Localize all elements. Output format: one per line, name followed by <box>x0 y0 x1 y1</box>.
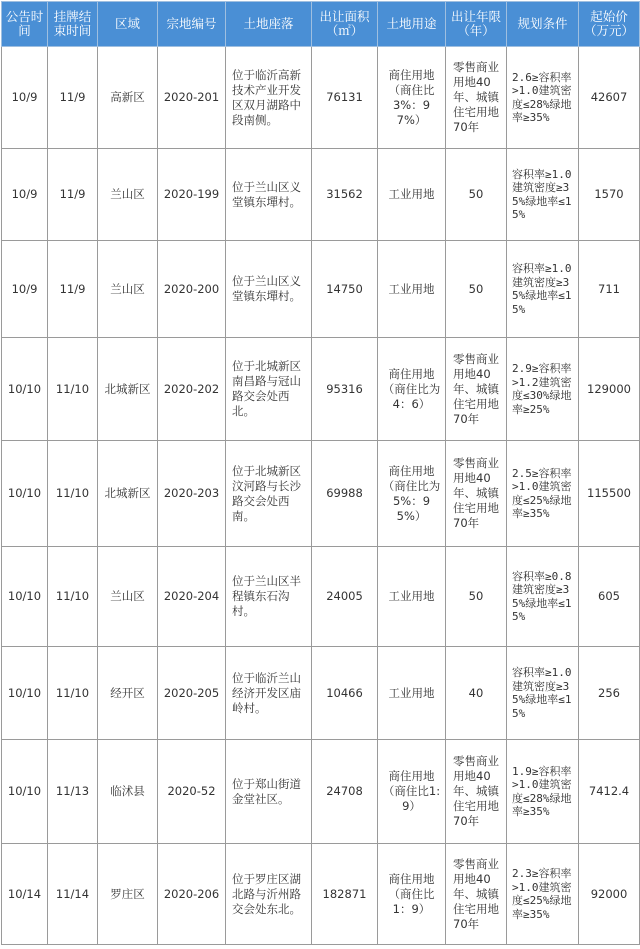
listing-end-date: 11/9 <box>48 241 98 338</box>
header-land-use: 土地用途 <box>378 2 446 47</box>
listing-end-date: 11/10 <box>48 647 98 740</box>
header-parcel-number: 宗地编号 <box>158 2 226 47</box>
starting-price: 256 <box>579 647 640 740</box>
land-use: 商住用地（商住比1:9） <box>378 740 446 844</box>
announce-date: 10/9 <box>2 149 48 241</box>
parcel-number: 2020-199 <box>158 149 226 241</box>
table-row <box>2 647 640 740</box>
parcel-number: 2020-52 <box>158 740 226 844</box>
table-row <box>2 844 640 945</box>
land-auction-table <box>1 1 640 945</box>
area: 14750 <box>312 241 378 338</box>
district: 北城新区 <box>98 441 158 547</box>
starting-price: 129000 <box>579 338 640 441</box>
area: 95316 <box>312 338 378 441</box>
planning-conditions: 容积率≥1.0建筑密度≥35%绿地率≤15% <box>507 647 579 740</box>
lease-term: 零售商业用地40年、城镇住宅用地70年 <box>446 740 507 844</box>
location: 位于北城新区南昌路与冠山路交会处西北。 <box>226 338 312 441</box>
header-listing-end-date: 挂牌结束时间 <box>48 2 98 47</box>
announce-date: 10/14 <box>2 844 48 945</box>
land-use: 商住用地（商住比为5%：95%） <box>378 441 446 547</box>
land-use: 工业用地 <box>378 547 446 647</box>
district: 兰山区 <box>98 547 158 647</box>
district: 罗庄区 <box>98 844 158 945</box>
listing-end-date: 11/14 <box>48 844 98 945</box>
district: 高新区 <box>98 47 158 149</box>
header-location: 土地座落 <box>226 2 312 47</box>
header-lease-term: 出让年限（年） <box>446 2 507 47</box>
parcel-number: 2020-202 <box>158 338 226 441</box>
land-use: 工业用地 <box>378 647 446 740</box>
listing-end-date: 11/10 <box>48 441 98 547</box>
table-row <box>2 740 640 844</box>
starting-price: 7412.4 <box>579 740 640 844</box>
location: 位于兰山区义堂镇东墠村。 <box>226 149 312 241</box>
listing-end-date: 11/10 <box>48 547 98 647</box>
location: 位于郑山街道金堂社区。 <box>226 740 312 844</box>
area: 10466 <box>312 647 378 740</box>
land-use: 工业用地 <box>378 149 446 241</box>
district: 兰山区 <box>98 241 158 338</box>
header-district: 区域 <box>98 2 158 47</box>
planning-conditions: 2.9≥容积率>1.2建筑密度≤30%绿地率≥25% <box>507 338 579 441</box>
planning-conditions: 1.9≥容积率>1.0建筑密度≤28%绿地率≥35% <box>507 740 579 844</box>
location: 位于临沂兰山经济开发区庙岭村。 <box>226 647 312 740</box>
announce-date: 10/10 <box>2 647 48 740</box>
location: 位于临沂高新技术产业开发区双月湖路中段南侧。 <box>226 47 312 149</box>
planning-conditions: 2.5≥容积率>1.0建筑密度≤25%绿地率≥35% <box>507 441 579 547</box>
starting-price: 42607 <box>579 47 640 149</box>
table-row <box>2 47 640 149</box>
lease-term: 50 <box>446 149 507 241</box>
area: 24005 <box>312 547 378 647</box>
district: 北城新区 <box>98 338 158 441</box>
location: 位于兰山区半程镇东石沟村。 <box>226 547 312 647</box>
listing-end-date: 11/10 <box>48 338 98 441</box>
announce-date: 10/10 <box>2 441 48 547</box>
land-use: 商住用地（商住比为4：6） <box>378 338 446 441</box>
land-use: 商住用地（商住比3%：97%） <box>378 47 446 149</box>
starting-price: 115500 <box>579 441 640 547</box>
planning-conditions: 2.6≥容积率>1.0建筑密度≤28%绿地率≥35% <box>507 47 579 149</box>
land-use: 商住用地（商住比1：9） <box>378 844 446 945</box>
lease-term: 零售商业用地40年、城镇住宅用地70年 <box>446 441 507 547</box>
table-row <box>2 149 640 241</box>
parcel-number: 2020-206 <box>158 844 226 945</box>
header-planning-conditions: 规划条件 <box>507 2 579 47</box>
announce-date: 10/9 <box>2 241 48 338</box>
planning-conditions: 容积率≥1.0建筑密度≥35%绿地率≤15% <box>507 149 579 241</box>
parcel-number: 2020-200 <box>158 241 226 338</box>
land-use: 工业用地 <box>378 241 446 338</box>
announce-date: 10/10 <box>2 547 48 647</box>
starting-price: 711 <box>579 241 640 338</box>
lease-term: 零售商业用地40年、城镇住宅用地70年 <box>446 338 507 441</box>
area: 182871 <box>312 844 378 945</box>
district: 兰山区 <box>98 149 158 241</box>
listing-end-date: 11/13 <box>48 740 98 844</box>
starting-price: 1570 <box>579 149 640 241</box>
table-row <box>2 547 640 647</box>
planning-conditions: 2.3≥容积率>1.0建筑密度≤25%绿地率≥35% <box>507 844 579 945</box>
table-row <box>2 338 640 441</box>
planning-conditions: 容积率≥0.8建筑密度≥35%绿地率≤15% <box>507 547 579 647</box>
table-row <box>2 241 640 338</box>
lease-term: 40 <box>446 647 507 740</box>
area: 31562 <box>312 149 378 241</box>
district: 经开区 <box>98 647 158 740</box>
lease-term: 50 <box>446 241 507 338</box>
lease-term: 50 <box>446 547 507 647</box>
lease-term: 零售商业用地40年、城镇住宅用地70年 <box>446 47 507 149</box>
header-starting-price: 起始价（万元） <box>579 2 640 47</box>
district: 临沭县 <box>98 740 158 844</box>
header-area: 出让面积（㎡） <box>312 2 378 47</box>
location: 位于北城新区汶河路与长沙路交会处西南。 <box>226 441 312 547</box>
planning-conditions: 容积率≥1.0建筑密度≥35%绿地率≤15% <box>507 241 579 338</box>
lease-term: 零售商业用地40年、城镇住宅用地70年 <box>446 844 507 945</box>
parcel-number: 2020-204 <box>158 547 226 647</box>
area: 76131 <box>312 47 378 149</box>
listing-end-date: 11/9 <box>48 47 98 149</box>
announce-date: 10/10 <box>2 338 48 441</box>
location: 位于罗庄区湖北路与沂州路交会处东北。 <box>226 844 312 945</box>
starting-price: 605 <box>579 547 640 647</box>
header-announce-date: 公告时间 <box>2 2 48 47</box>
area: 69988 <box>312 441 378 547</box>
header-row <box>2 2 640 47</box>
parcel-number: 2020-203 <box>158 441 226 547</box>
announce-date: 10/9 <box>2 47 48 149</box>
area: 24708 <box>312 740 378 844</box>
location: 位于兰山区义堂镇东墠村。 <box>226 241 312 338</box>
table-row <box>2 441 640 547</box>
listing-end-date: 11/9 <box>48 149 98 241</box>
starting-price: 92000 <box>579 844 640 945</box>
parcel-number: 2020-205 <box>158 647 226 740</box>
announce-date: 10/10 <box>2 740 48 844</box>
parcel-number: 2020-201 <box>158 47 226 149</box>
